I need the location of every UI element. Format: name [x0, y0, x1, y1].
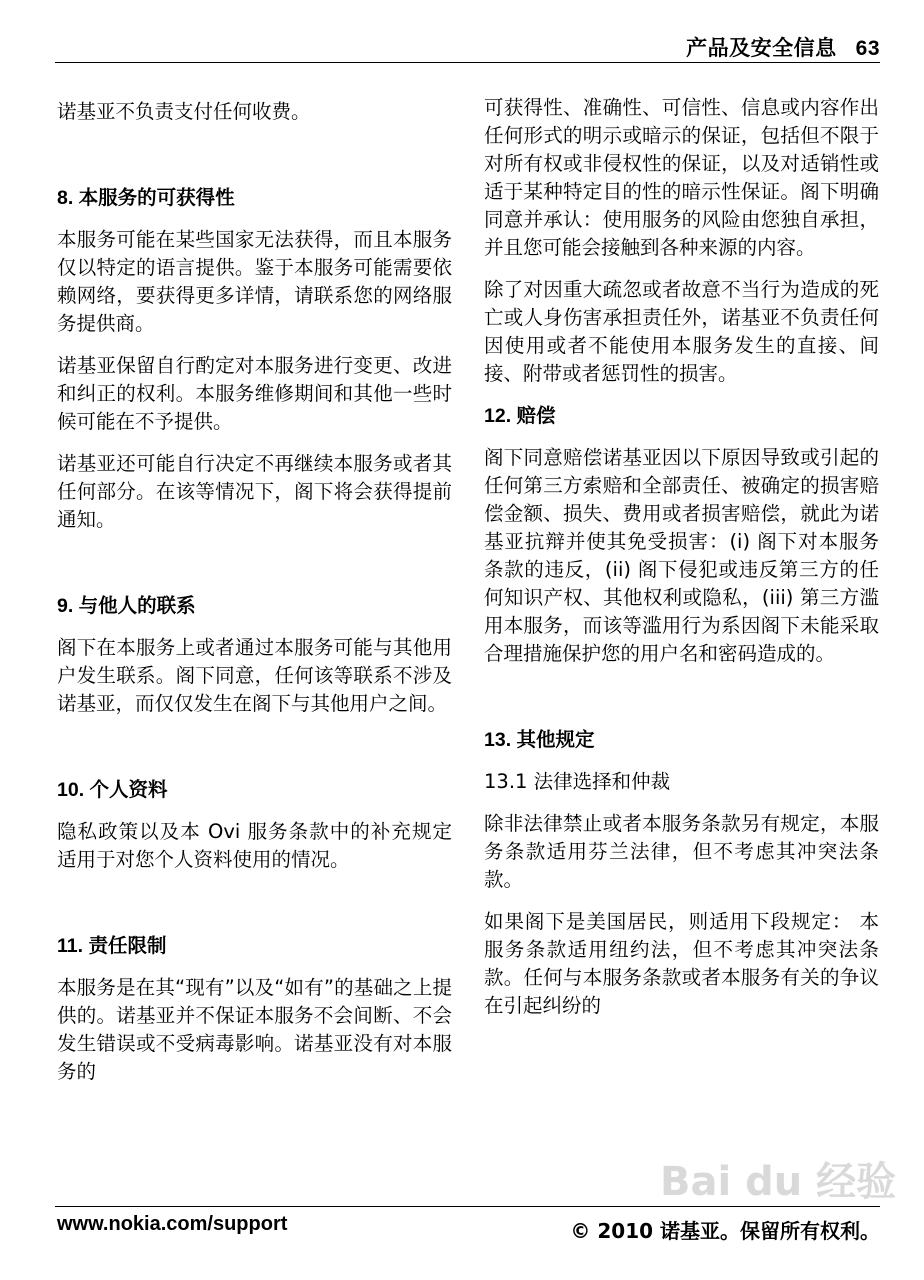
section-9-heading: 9. 与他人的联系: [57, 595, 196, 617]
section-11-heading: 11. 责任限制: [57, 935, 167, 957]
copyright-notice: © 2010 诺基亚。保留所有权利。: [570, 1219, 880, 1243]
subsection-heading: 13.1 法律选择和仲裁: [484, 770, 671, 793]
section-10-heading: 10. 个人资料: [57, 779, 168, 801]
section-12-heading: 12. 赔偿: [484, 405, 556, 427]
paragraph: 除了对因重大疏忽或者故意不当行为造成的死亡或人身伤害承担责任外，诺基亚不负责任何因使用或者不能使用本服务发生的直接、间接、附带或者惩罚性的损害。: [484, 278, 879, 385]
paragraph: 除非法律禁止或者本服务条款另有规定，本服务条款适用芬兰法律，但不考虑其冲突法条款。: [484, 812, 879, 891]
paragraph: 阁下在本服务上或者通过本服务可能与其他用户发生联系。阁下同意，任何该等联系不涉及诺基亚，而仅仅发生在阁下与其他用户之间。: [57, 636, 452, 715]
support-url: www.nokia.com/support: [57, 1213, 288, 1235]
header-title-line: [686, 32, 880, 62]
paragraph: 本服务是在其“现有”以及“如有”的基础之上提供的。诺基亚并不保证本服务不会间断、不会发生错误或不受病毒影响。诺基亚没有对本服务的: [57, 976, 452, 1083]
right-column: [484, 98, 879, 1034]
paragraph: 诺基亚还可能自行决定不再继续本服务或者其任何部分。在该等情况下，阁下将会获得提前通知。: [57, 452, 452, 531]
header-title: 产品及安全信息: [686, 37, 837, 60]
page-number: 63: [855, 37, 880, 60]
paragraph: 如果阁下是美国居民，则适用下段规定： 本服务条款适用纽约法，但不考虑其冲突法条款。任何与本服务条款或者本服务有关的争议在引起纠纷的: [484, 910, 879, 1017]
page-footer: [55, 1206, 880, 1243]
paragraph: 阁下同意赔偿诺基亚因以下原因导致或引起的任何第三方索赔和全部责任、被确定的损害赔偿金额、损失、费用或者损害赔偿，就此为诺基亚抗辩并使其免受损害：(i) 阁下对本服务条款的违反，(ii) 阁下侵犯或违反第三方的任何知识产权、其他权利或隐私，(iii) 第三方滥用本服务，而该等滥用行为系因阁下未能采取合理措施保护您的用户名和密码造成的。: [484, 446, 879, 665]
left-column: [57, 98, 452, 1100]
page-header: [55, 28, 880, 63]
paragraph: 诺基亚不负责支付任何收费。: [57, 100, 311, 123]
paragraph: 隐私政策以及本 Ovi 服务条款中的补充规定适用于对您个人资料使用的情况。: [57, 820, 452, 871]
paragraph: 诺基亚保留自行酌定对本服务进行变更、改进和纠正的权利。本服务维修期间和其他一些时候可能在不予提供。: [57, 354, 452, 433]
section-8-heading: 8. 本服务的可获得性: [57, 187, 235, 209]
paragraph: 可获得性、准确性、可信性、信息或内容作出任何形式的明示或暗示的保证，包括但不限于对所有权或非侵权性的保证，以及对适销性或适于某种特定目的性的暗示性保证。阁下明确同意并承认：使用服务的风险由您独自承担，并且您可能会接触到各种来源的内容。: [484, 96, 879, 259]
section-13-heading: 13. 其他规定: [484, 729, 595, 751]
paragraph: 本服务可能在某些国家无法获得，而且本服务仅以特定的语言提供。鉴于本服务可能需要依赖网络，要获得更多详情，请联系您的网络服务提供商。: [57, 228, 452, 335]
watermark-logo: Bai du 经验: [660, 1159, 897, 1205]
